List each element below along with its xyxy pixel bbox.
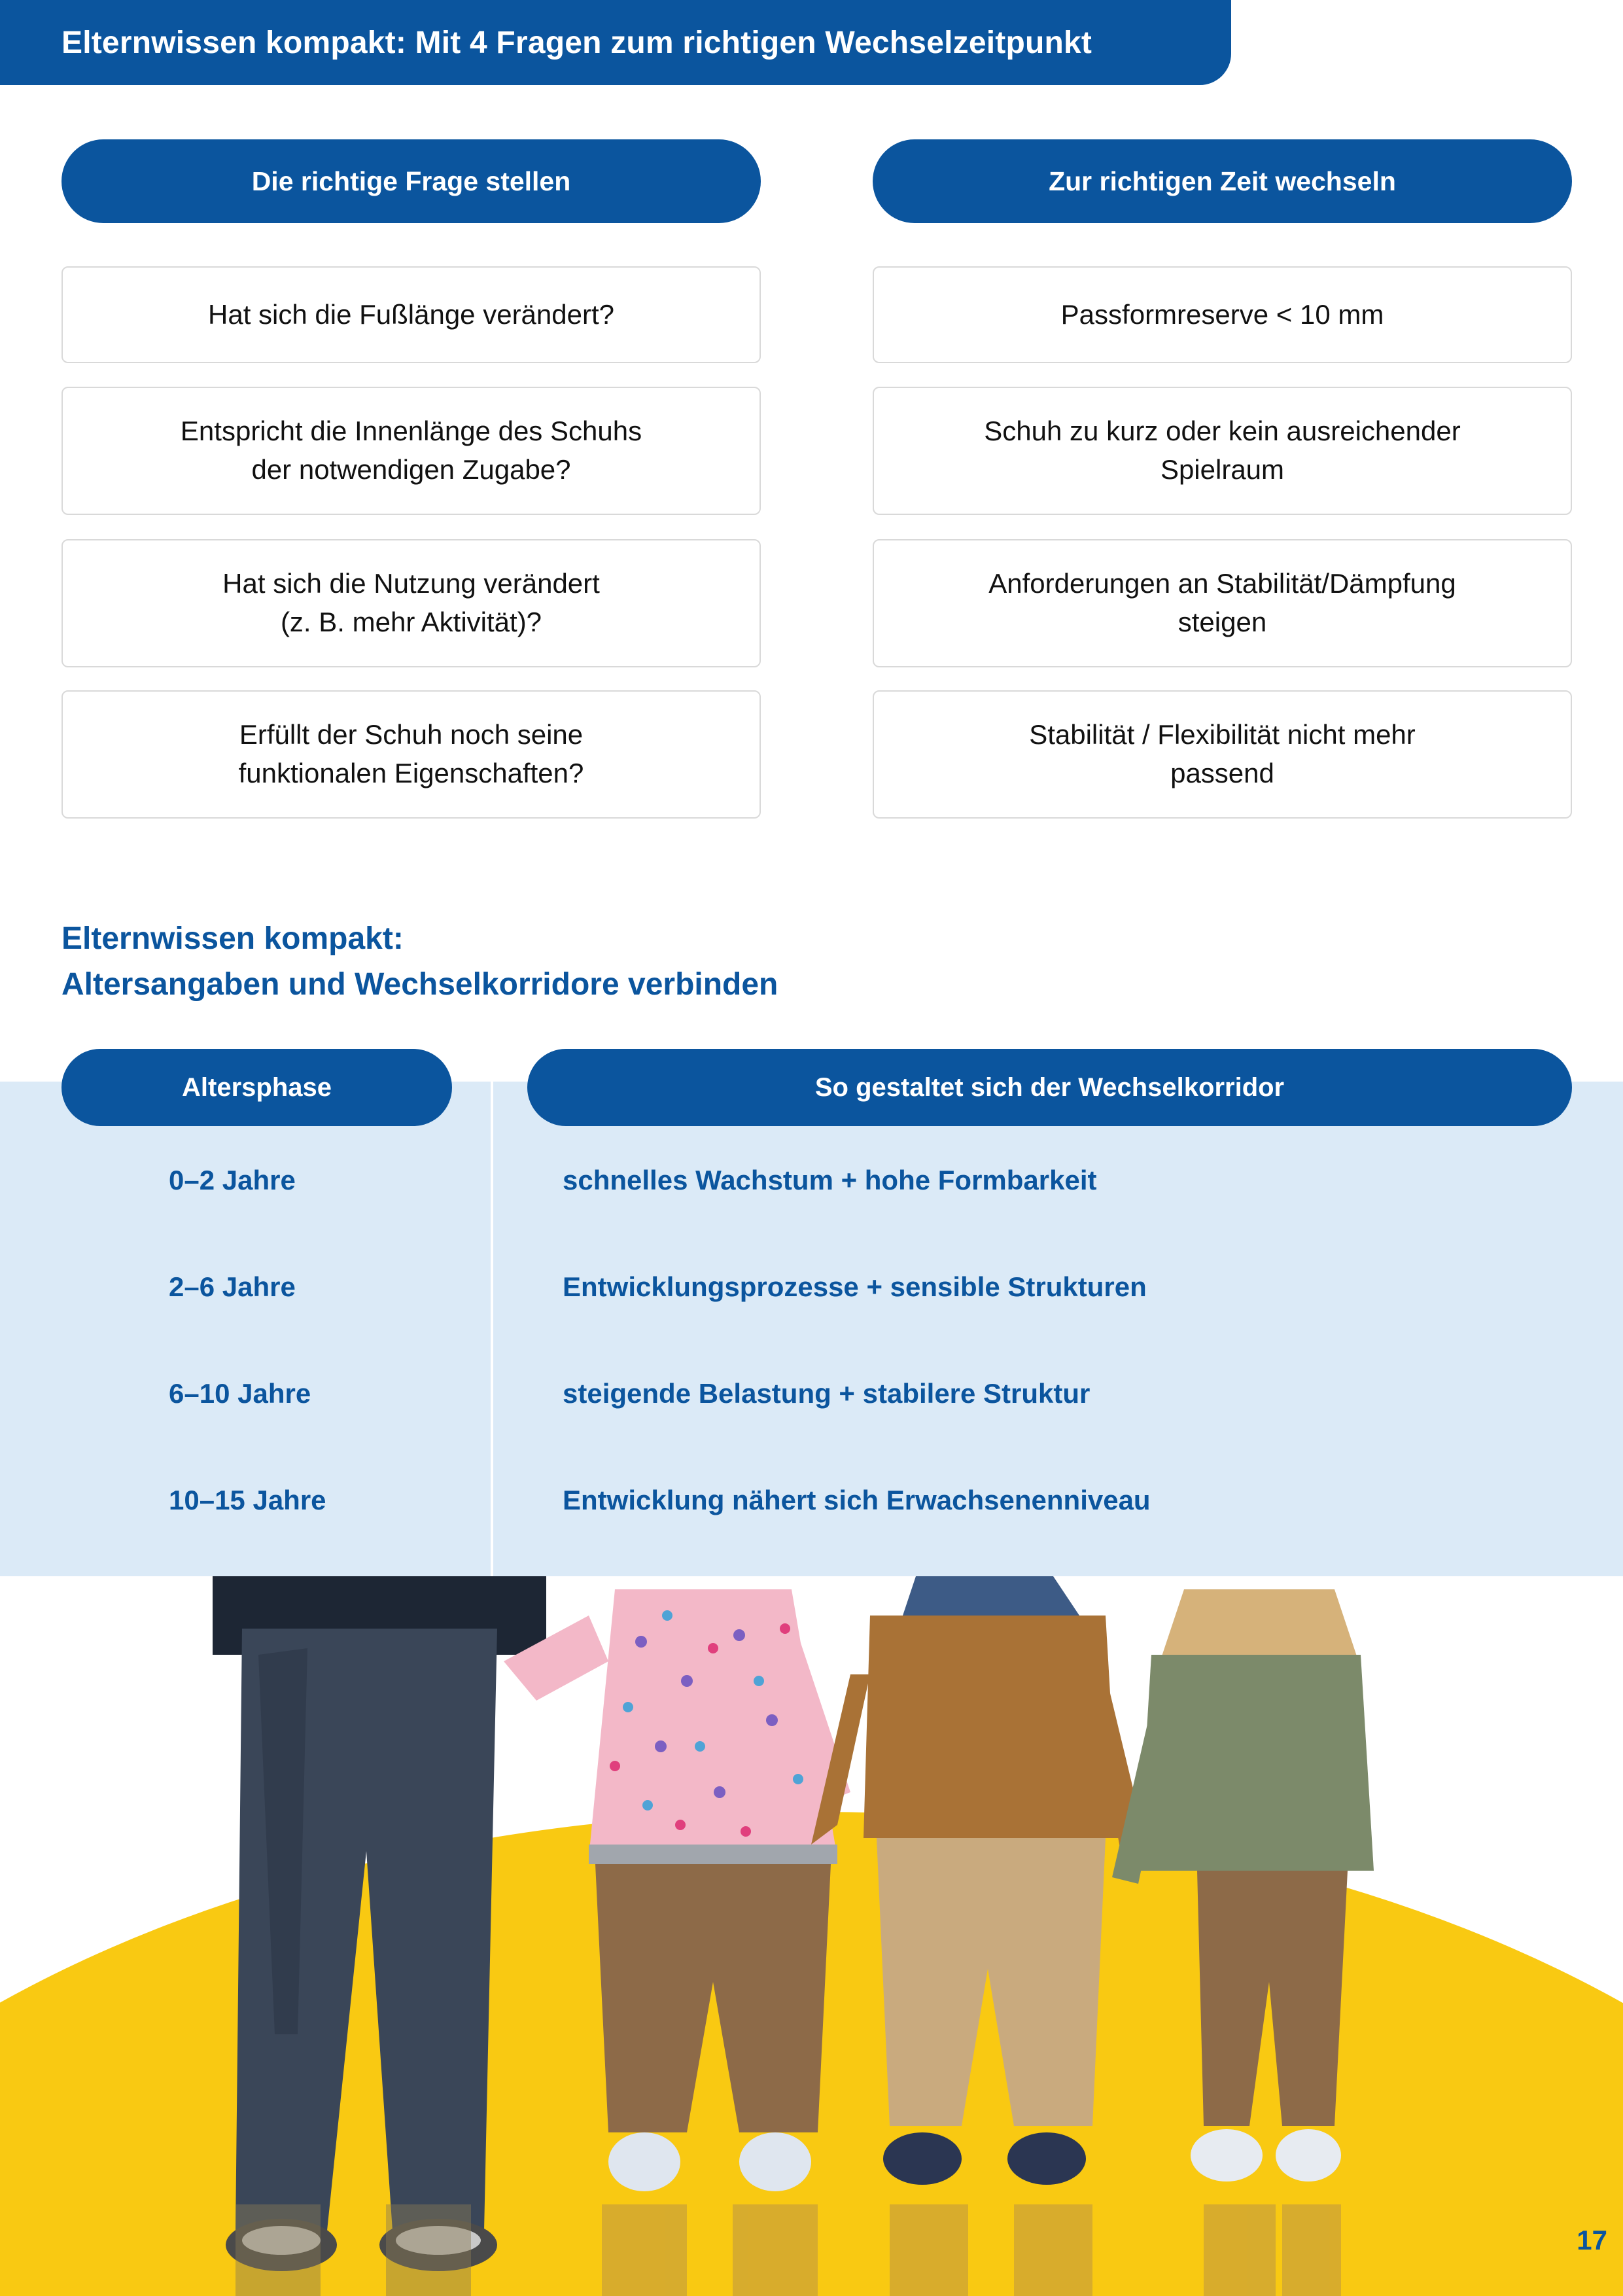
question-box	[61, 387, 761, 515]
question-line: Erfüllt der Schuh noch seine	[239, 719, 584, 751]
answer-box	[873, 387, 1572, 515]
page-number: 17	[1577, 2225, 1607, 2255]
column-divider	[491, 1082, 493, 1576]
right-column-heading	[873, 139, 1572, 223]
question-line: der notwendigen Zugabe?	[251, 454, 571, 485]
answer-box	[873, 690, 1572, 819]
section-subtitle-line: Elternwissen kompakt:	[61, 921, 404, 956]
corridor-description: steigende Belastung + stabilere Struktur	[563, 1378, 1091, 1409]
answer-line: Schuh zu kurz oder kein ausreichender	[984, 415, 1461, 447]
right-column-heading-label: Zur richtigen Zeit wechseln	[1049, 166, 1396, 196]
age-phase-label: 6–10 Jahre	[169, 1378, 311, 1409]
page-title: Elternwissen kompakt: Mit 4 Fragen zum richtigen Wechselzeitpunkt	[61, 25, 1092, 60]
answer-line: Spielraum	[1160, 454, 1285, 485]
question-box	[61, 690, 761, 819]
left-column-heading-label: Die richtige Frage stellen	[251, 166, 571, 196]
answer-line: steigen	[1178, 607, 1267, 637]
section-subtitle	[61, 916, 778, 1008]
question-line: Hat sich die Fußlänge verändert?	[208, 298, 614, 330]
question-box	[61, 539, 761, 667]
corridor-column-heading	[527, 1049, 1572, 1126]
answer-line: Stabilität / Flexibilität nicht mehr	[1029, 719, 1416, 751]
answer-box	[873, 266, 1572, 363]
corridor-description: schnelles Wachstum + hohe Formbarkeit	[563, 1165, 1097, 1195]
age-phase-label: 2–6 Jahre	[169, 1271, 296, 1302]
question-box	[61, 266, 761, 363]
age-phase-label: 0–2 Jahre	[169, 1165, 296, 1195]
family-photo-illustration	[0, 1576, 1623, 2296]
corridor-description: Entwicklung nähert sich Erwachsenenniveau	[563, 1485, 1151, 1515]
question-line: Entspricht die Innenlänge des Schuhs	[180, 415, 642, 447]
answer-line: Passformreserve < 10 mm	[1060, 298, 1384, 330]
question-line: (z. B. mehr Aktivität)?	[280, 607, 542, 637]
age-column-heading-label: Altersphase	[182, 1072, 332, 1102]
answer-line: passend	[1170, 758, 1274, 788]
corridor-column-heading-label: So gestaltet sich der Wechselkorridor	[814, 1072, 1285, 1102]
section-subtitle-line: Altersangaben und Wechselkorridore verbinden	[61, 967, 778, 1002]
corridor-description: Entwicklungsprozesse + sensible Strukturen	[563, 1271, 1147, 1302]
age-phase-label: 10–15 Jahre	[169, 1485, 326, 1515]
left-column-heading	[61, 139, 761, 223]
age-column-heading	[61, 1049, 452, 1126]
answer-line: Anforderungen an Stabilität/Dämpfung	[988, 568, 1456, 599]
answer-box	[873, 539, 1572, 667]
page-header-banner	[0, 0, 1231, 85]
question-line: funktionalen Eigenschaften?	[238, 758, 584, 788]
question-line: Hat sich die Nutzung verändert	[222, 568, 600, 599]
